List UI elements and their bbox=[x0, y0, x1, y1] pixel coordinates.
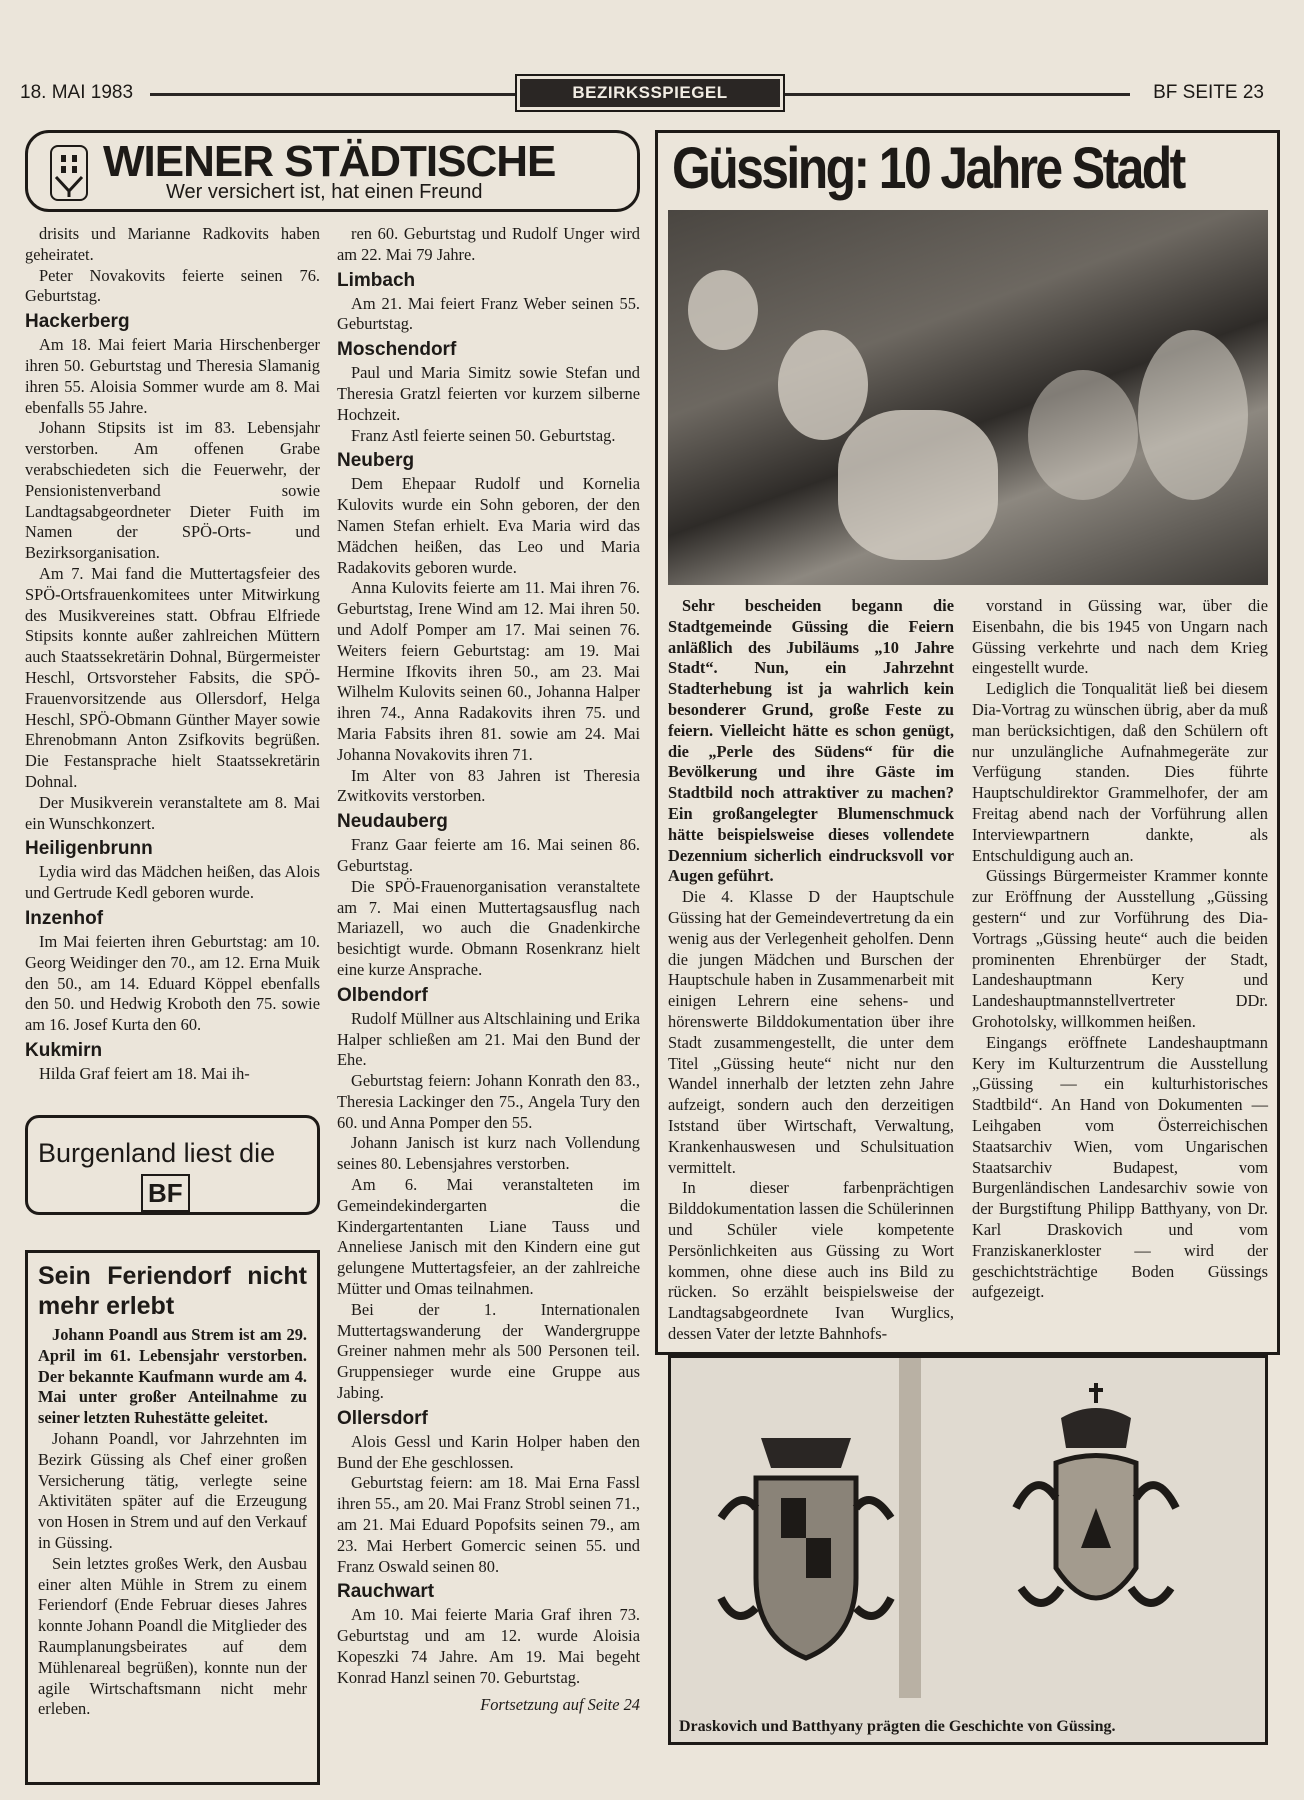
paragraph: Hilda Graf feiert am 18. Mai ih- bbox=[39, 1063, 250, 1083]
paragraph: Im Alter von 83 Jahren ist Theresia Zwitkovits verstorben. bbox=[337, 765, 640, 806]
paragraph: Alois Gessl und Karin Holper haben den Bund der Ehe geschlossen. bbox=[337, 1431, 640, 1472]
paragraph: Im Mai feierten ihren Geburtstag: am 10. Georg Weidinger den 70., am 12. Erna Muik den 50., am 14. Eduard Köppel ebenfalls den 50. und Hedwig Kroboth den 75. sowie am 16. Josef Kurta den 60. bbox=[25, 931, 320, 1035]
paragraph: Am 7. Mai fand die Muttertagsfeier des SPÖ-Ortsfrauenkomitees unter Mitwirkung des Musikvereines statt. Obfrau Elfriede Stipsits konnte außer zahlreichen Müttern auch Staatssekretärin Dohnal, Bürgermeister Heschl, Ortsvorsteher Fabsits, die SPÖ-Frauenvorsitzende aus Ollersdorf, Helga Heschl, SPÖ-Obmann Günther Mayer sowie Ehrenobmann Anton Zsifkovits begrüßen. Die Festansprache hielt Staatssekretärin Dohnal. bbox=[25, 563, 320, 791]
obituary-box bbox=[25, 1250, 320, 1785]
insurance-ad bbox=[25, 130, 640, 212]
section-label: BEZIRKSSPIEGEL bbox=[520, 79, 780, 107]
paragraph: vorstand in Güssing war, über die Eisenbahn, die bis 1945 von Ungarn nach Güssing verkehrte und nach dem Krieg eingestellt wurde. bbox=[972, 596, 1268, 678]
paragraph: Franz Astl feierte seinen 50. Geburtstag. bbox=[351, 425, 616, 445]
paragraph: Sein letztes großes Werk, den Ausbau einer alten Mühle in Strem zu einem Feriendorf (Ende Februar dieses Jahres konnte Johann Poandl die Mitglieder des Raumplanungsbeirates auf dem Mühlenareal begrüßen), konnte nun der agile Wirtschaftsmann nicht mehr erleben. bbox=[38, 1553, 307, 1719]
paragraph: In dieser farbenprächtigen Bilddokumentation lassen die Schülerinnen und Schüler viele kompetente Persönlichkeiten aus Güssing zu Wort kommen, ohne diese auch ins Bild zu rücken. So erzählt beispielsweise der Landtagsabgeordnete Ivan Wurglics, dessen Vater der letzte Bahnhofs- bbox=[668, 1178, 954, 1343]
locality-heading: Moschendorf bbox=[337, 339, 457, 361]
left-column bbox=[25, 224, 320, 1085]
locality-heading: Ollersdorf bbox=[337, 1407, 428, 1429]
locality-heading: Limbach bbox=[337, 269, 416, 291]
paragraph: Johann Poandl, vor Jahrzehnten im Bezirk Güssing als Chef einer großen Versicherung tätig, verlegte seine Aktivitäten später auf die Erzeugung von Hosen in Strem und auf den Verkauf in Güssing. bbox=[38, 1428, 307, 1552]
paragraph: drisits und Marianne Radkovits haben geheiratet. bbox=[25, 224, 320, 264]
article-lead: Sehr bescheiden begann die Stadtgemeinde Güssing die Feiern anläßlich des Jubiläums „10 Jahre Stadt“. Nun, ein Jahrzehnt Stadterhebung ist ja wahrlich kein besonderer Grund, große Feste zu feiern. Vielleicht hätte es schon genügt, die „Perle des Südens“ für die Bevölkerung und ihre Gäste im Stadtbild noch attraktiver zu machen? Ein großangelegter Blumenschmuck hätte beispielsweise dieses vollendete Dezennium sicherlich eindrucksvoll vor Augen geführt. bbox=[668, 596, 954, 886]
paragraph: Eingangs eröffnete Landeshauptmann Kery im Kulturzentrum die Ausstellung „Güssing — ein kulturhistorisches Stadtbild“. An Hand von Dokumenten — Leihgaben vom Österreichischen Staatsarchiv Wien, vom Ungarischen Staatsarchiv Budapest, vom Burgenländischen Landesarchiv sowie von der Burgstiftung Philipp Batthyany, von Dr. Karl Draskovich und vom Franziskanerkloster — wird der geschichtsträchtige Boden Güssings aufgezeigt. bbox=[972, 1032, 1268, 1302]
paragraph: Dem Ehepaar Rudolf und Kornelia Kulovits wurde ein Sohn geboren, der den Namen Stefan erhielt. Eva Maria wird das Mädchen heißen, das Leo und Maria Radakovits geboren wurde. bbox=[337, 474, 640, 577]
paragraph: Johann Stipsits ist im 83. Lebensjahr verstorben. Am offenen Grabe verabschiedeten sich die Feuerwehr, der Pensionistenverband sowie Landtagsabgeordneter Dieter Fuith im Namen der SPÖ-Orts- und Bezirksorganisation. bbox=[25, 418, 320, 563]
issue-date: 18. MAI 1983 bbox=[20, 82, 134, 103]
bf-logo: BF bbox=[141, 1174, 190, 1212]
locality-heading: Olbendorf bbox=[337, 984, 428, 1006]
coats-of-arms-photo bbox=[668, 1355, 1268, 1745]
paragraph: Geburtstag feiern: Johann Konrath den 83., Theresia Lackinger den 75., Angela Tury den 60. und Anna Pomper den 55. bbox=[337, 1071, 640, 1132]
photo-caption: Draskovich und Batthyany prägten die Geschichte von Güssing. bbox=[679, 1718, 1116, 1735]
tulip-logo-icon bbox=[50, 145, 88, 201]
paragraph: Bei der 1. Internationalen Muttertagswanderung der Wandergruppe Greiner nahmen mehr als 500 Personen teil. Gruppensieger wurde eine Gruppe aus Jabing. bbox=[337, 1299, 640, 1403]
paragraph: ren 60. Geburtstag und Rudolf Unger wird am 22. Mai 79 Jahre. bbox=[337, 224, 640, 264]
obituary-title: Sein Feriendorf nicht mehr erlebt bbox=[38, 1262, 307, 1320]
locality-heading: Hackerberg bbox=[25, 311, 130, 333]
continuation-note: Fortsetzung auf Seite 24 bbox=[480, 1694, 640, 1714]
article-column-2 bbox=[972, 596, 1268, 1303]
paragraph: Franz Gaar feierte am 16. Mai seinen 86. Geburtstag. bbox=[337, 835, 640, 875]
obituary-lead: Johann Poandl aus Strem ist am 29. April im 61. Lebensjahr verstorben. Der bekannte Kaufmann wurde am 4. Mai unter großer Anteilnahme zu seiner letzten Ruhestätte geleitet. bbox=[38, 1325, 307, 1428]
paragraph: Am 6. Mai veranstalteten im Gemeindekindergarten die Kindergartentanten Liane Tauss und Anneliese Janisch mit den Kindern eine gut gelungene Muttertagsfeier, an der zahlreiche Mütter und Omas teilnahmen. bbox=[337, 1175, 640, 1299]
header-rule bbox=[785, 93, 1130, 96]
locality-heading: Heiligenbrunn bbox=[25, 838, 153, 860]
paragraph: Am 10. Mai feierte Maria Graf ihren 73. Geburtstag und am 12. wurde Aloisia Kopeszki 74 Jahre. Am 19. Mai begeht Konrad Hanzl seinen 70. Geburtstag. bbox=[337, 1605, 640, 1687]
ad-brand-name: WIENER STÄDTISCHE bbox=[103, 137, 556, 186]
middle-column bbox=[337, 224, 640, 1715]
locality-heading: Kukmirn bbox=[25, 1039, 103, 1061]
article-title: Güssing: 10 Jahre Stadt bbox=[672, 136, 1184, 201]
paragraph: Die SPÖ-Frauenorganisation veranstaltete am 7. Mai einen Muttertagsausflug nach Mariazell, wo auch die Gnadenkirche besichtigt wurde. Obmann Rosenkranz hielt eine kurze Ansprache. bbox=[337, 876, 640, 979]
paragraph: Am 18. Mai feiert Maria Hirschenberger ihren 50. Geburtstag und Theresia Slamanig ihren 55. Aloisia Sommer wurde am 8. Mai ebenfalls 55 Jahre. bbox=[25, 335, 320, 417]
locality-heading: Neudauberg bbox=[337, 811, 448, 833]
locality-heading: Rauchwart bbox=[337, 1581, 435, 1603]
section-banner bbox=[515, 74, 785, 112]
page-number: BF SEITE 23 bbox=[1153, 82, 1264, 103]
promo-text: Burgenland liest die bbox=[38, 1138, 276, 1168]
paragraph: Anna Kulovits feierte am 11. Mai ihren 76. Geburtstag, Irene Wind am 12. Mai ihren 50. und Adolf Pomper am 17. Mai seinen 76. Weiters feiern Geburtstag: am 19. Mai Hermine Ifkovits ihren 50., am 23. Mai Wilhelm Kulovits seinen 60., Johanna Halper ihren 74., Anna Radakovits ihren 75. und Maria Fabsits ihren 81. sowie am 24. Mai Johanna Novakovits ihren 71. bbox=[337, 578, 640, 764]
promo-box bbox=[25, 1115, 320, 1215]
paragraph: Rudolf Müllner aus Altschlaining und Erika Halper schließen am 21. Mai den Bund der Ehe. bbox=[337, 1008, 640, 1070]
paragraph: Die 4. Klasse D der Hauptschule Güssing hat der Gemeindevertretung da ein wenig aus der Verlegenheit geholfen. Denn die jungen Mädchen und Burschen der Hauptschule haben in Zusammenarbeit mit einigen Lehrern eine sehens- und hörenswerte Bilddokumentation über ihre Stadt zusammengestellt, die unter dem Titel „Güssing heute“ nicht nur den Wandel innerhalb der letzten zehn Jahre aufzeigt, sondern auch den derzeitigen Iststand über Wirtschaft, Verwaltung, Krankenhauswesen und Schulsituation vermittelt. bbox=[668, 887, 954, 1177]
paragraph: Peter Novakovits feierte seinen 76. Geburtstag. bbox=[25, 265, 320, 306]
batthyany-crest-icon bbox=[1001, 1378, 1191, 1658]
paragraph: Güssings Bürgermeister Krammer konnte zur Eröffnung der Ausstellung „Güssing gestern“ und zur Vorführung des Dia-Vortrags „Güssing heute“ auch die beiden prominenten Ehrenbürger der Stadt, Landeshauptmann Kery und Landeshauptmannstellvertreter DDr. Grohotolsky, willkommen heißen. bbox=[972, 866, 1268, 1031]
pillar bbox=[899, 1358, 921, 1698]
audience-photo bbox=[668, 210, 1268, 585]
header-rule bbox=[150, 93, 515, 96]
paragraph: Johann Janisch ist kurz nach Vollendung seines 80. Lebensjahres verstorben. bbox=[337, 1133, 640, 1174]
paragraph: Geburtstag feiern: am 18. Mai Erna Fassl ihren 55., am 20. Mai Franz Strobl seinen 71., am 21. Mai Eduard Popofsits seinen 79., am 23. Mai Herbert Gomercic seinen 55. und Franz Oswald seinen 80. bbox=[337, 1473, 640, 1576]
article-column-1 bbox=[668, 596, 954, 1345]
paragraph: Am 21. Mai feiert Franz Weber seinen 55. Geburtstag. bbox=[337, 293, 640, 334]
paragraph: Paul und Maria Simitz sowie Stefan und Theresia Gratzl feierten vor kurzem silberne Hochzeit. bbox=[337, 363, 640, 424]
paragraph: Der Musikverein veranstaltete am 8. Mai ein Wunschkonzert. bbox=[25, 792, 320, 833]
draskovich-crest-icon bbox=[711, 1398, 901, 1678]
ad-slogan: Wer versichert ist, hat einen Freund bbox=[166, 181, 483, 203]
locality-heading: Neuberg bbox=[337, 450, 415, 472]
paragraph: Lediglich die Tonqualität ließ bei diesem Dia-Vortrag zu wünschen übrig, aber da muß man berücksichtigen, daß den Schülern oft nur unzulängliche Aufnahmegeräte zur Verfügung standen. Dies führte Hauptschuldirektor Grammelhofer, der am Freitag abend nach der Vorführung allen Interviewpartnern dankte, als Entschuldigung auch an. bbox=[972, 679, 1268, 865]
locality-heading: Inzenhof bbox=[25, 907, 104, 929]
paragraph: Lydia wird das Mädchen heißen, das Alois und Gertrude Kedl geboren wurde. bbox=[25, 862, 320, 903]
